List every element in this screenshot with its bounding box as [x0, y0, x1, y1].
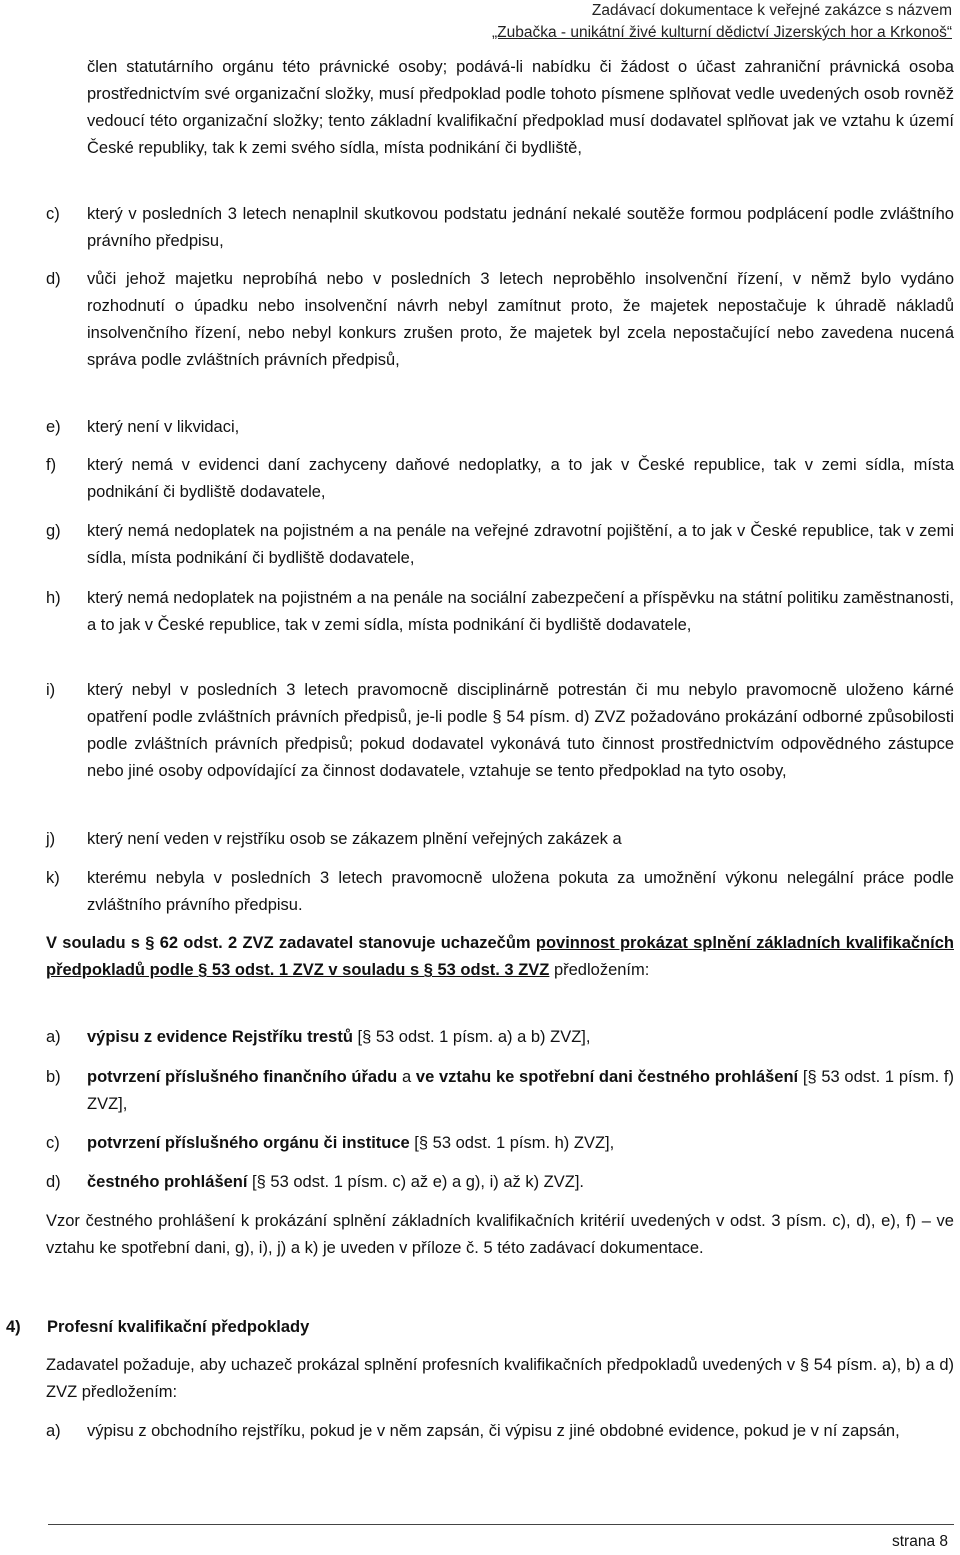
list-text: [87, 1024, 954, 1051]
doc-reference: [§ 53 odst. 1 písm. c) až e) a g), i) až k) ZVZ].: [247, 1173, 584, 1191]
doc-name: výpisu z evidence Rejstříku trestů: [87, 1028, 353, 1046]
list-label: f): [46, 456, 57, 474]
list-text: výpisu z obchodního rejstříku, pokud je v něm zapsán, či výpisu z jiné obdobné evidence, pokud je v ní zapsán,: [87, 1422, 900, 1440]
doc-item-c: [46, 1130, 954, 1157]
list-label: a): [46, 1422, 61, 1440]
list-text: vůči jehož majetku neprobíhá nebo v posledních 3 letech neproběhlo insolvenční řízení, v němž bylo vydáno rozhodnutí o úpadku nebo insolvenční návrh nebyl zamítnut proto, že majetek nepostačuje k úhradě nákladů insolvenčního řízení, nebo nebyl konkurs zrušen proto, že majetek byl zcela nepostačující nebo zavedena nucená správa podle zvláštních právních předpisů,: [87, 270, 954, 369]
page-number: strana 8: [891, 1533, 948, 1550]
list-item-f: [46, 452, 954, 506]
list-text: [87, 1130, 954, 1157]
list-label: k): [46, 869, 60, 887]
section-title: Profesní kvalifikační předpoklady: [47, 1318, 310, 1336]
requirement-lead: V souladu s § 62 odst. 2 ZVZ zadavatel stanovuje uchazečům: [46, 934, 531, 952]
doc-name: potvrzení příslušného orgánu či instituce: [87, 1134, 410, 1152]
doc-item-d: [46, 1169, 954, 1196]
list-label: c): [46, 205, 60, 223]
doc-reference: [§ 53 odst. 1 písm. h) ZVZ],: [409, 1134, 615, 1152]
list-item-k: [46, 865, 954, 919]
list-item-h: [46, 585, 954, 639]
list-item-j: [46, 826, 954, 853]
list-item-g: [46, 518, 954, 572]
list-text: [87, 1169, 954, 1196]
doc-item-b: [46, 1064, 954, 1118]
list-label: e): [46, 418, 61, 436]
list-text: [87, 1064, 954, 1118]
doc-name-secondary: ve vztahu ke spotřební dani čestného prohlášení: [415, 1068, 799, 1086]
header-project-name: „Zubačka - unikátní živé kulturní dědictví Jizerských hor a Krkonoš“: [491, 24, 952, 41]
list-label: d): [46, 1173, 61, 1191]
list-text: kterému nebyla v posledních 3 letech pravomocně uložena pokuta za umožnění výkonu nelegální práce podle zvláštního právního předpisu.: [87, 869, 954, 914]
template-note: Vzor čestného prohlášení k prokázání splnění základních kvalifikačních kritérií uvedených v odst. 3 písm. c), d), e), f) – ve vztahu ke spotřební dani, g), i), j) a k) je uveden v příloze č. 5 této zadávací dokumentace.: [46, 1212, 954, 1257]
list-item-e: [46, 414, 954, 441]
doc-name: čestného prohlášení: [87, 1173, 248, 1191]
list-text: který není v likvidaci,: [87, 418, 240, 436]
doc-item-a: [46, 1024, 954, 1051]
list-item-c: [46, 201, 954, 255]
list-label: h): [46, 589, 61, 607]
list-label: b): [46, 1068, 61, 1086]
document-header: [492, 0, 952, 44]
list-text: který v posledních 3 letech nenaplnil skutkovou podstatu jednání nekalé soutěže formou podplácení podle zvláštního právního předpisu,: [87, 205, 954, 250]
doc-reference: [§ 53 odst. 1 písm. a) a b) ZVZ],: [352, 1028, 591, 1046]
doc-name: potvrzení příslušného finančního úřadu: [87, 1068, 398, 1086]
list-item-i: [46, 677, 954, 785]
list-text: který není veden v rejstříku osob se zákazem plnění veřejných zakázek a: [87, 830, 622, 848]
list-text: který nemá nedoplatek na pojistném a na penále na sociální zabezpečení a příspěvku na státní politiku zaměstnanosti, a to jak v České republice, tak v zemi sídla, místa podnikání či bydliště dodavatele,: [87, 589, 954, 634]
list-label: g): [46, 522, 61, 540]
section-paragraph: Zadavatel požaduje, aby uchazeč prokázal splnění profesních kvalifikačních předpokladů uvedených v § 54 písm. a), b) a d) ZVZ předložením:: [46, 1356, 954, 1401]
list-label: a): [46, 1028, 61, 1046]
requirement-tail: předložením:: [553, 961, 650, 979]
section-number: 4): [6, 1318, 21, 1336]
list-text: který nebyl v posledních 3 letech pravomocně disciplinárně potrestán či mu nebylo pravomocně uloženo kárné opatření podle zvláštních právních předpisů, je-li podle § 54 písm. d) ZVZ požadováno prokázání odborné způsobilosti podle zvláštních právních předpisů; pokud dodavatel vykonává tuto činnost prostřednictvím odpovědného zástupce nebo jiné osoby odpovídající za činnost dodavatele, vztahuje se tento předpoklad na tyto osoby,: [87, 681, 954, 780]
requirement-paragraph: [46, 930, 954, 984]
doc-reference: [§ 53 odst. 1 písm. f) ZVZ],: [87, 1068, 954, 1113]
doc-conjunction: a: [397, 1068, 416, 1086]
list-item-d: [46, 266, 954, 374]
list-label: d): [46, 270, 61, 288]
footer-divider: [48, 1524, 954, 1525]
requirement-obligation: povinnost prokázat splnění základních kvalifikačních předpokladů podle § 53 odst. 1 ZVZ v souladu s § 53 odst. 3 ZVZ: [46, 934, 954, 979]
list-label: i): [46, 681, 56, 699]
section-heading: [6, 1314, 309, 1341]
intro-paragraph: člen statutárního orgánu této právnické osoby; podává-li nabídku či žádost o účast zahraniční právnická osoba prostřednictvím své organizační složky, musí předpoklad podle tohoto písmene splňovat vedle uvedených osob rovněž vedoucí této organizační složky; tento základní kvalifikační předpoklad musí dodavatel splňovat jak ve vztahu k území České republiky, tak k zemi svého sídla, místa podnikání či bydliště,: [87, 58, 954, 157]
list-label: j): [46, 830, 56, 848]
list-label: c): [46, 1134, 60, 1152]
list-text: který nemá nedoplatek na pojistném a na penále na veřejné zdravotní pojištění, a to jak v České republice, tak v zemi sídla, místa podnikání či bydliště dodavatele,: [87, 522, 954, 567]
section-item-a: [46, 1418, 954, 1445]
list-text: který nemá v evidenci daní zachyceny daňové nedoplatky, a to jak v České republice, tak v zemi sídla, místa podnikání či bydliště dodavatele,: [87, 456, 954, 501]
header-title: Zadávací dokumentace k veřejné zakázce s názvem: [591, 2, 952, 19]
